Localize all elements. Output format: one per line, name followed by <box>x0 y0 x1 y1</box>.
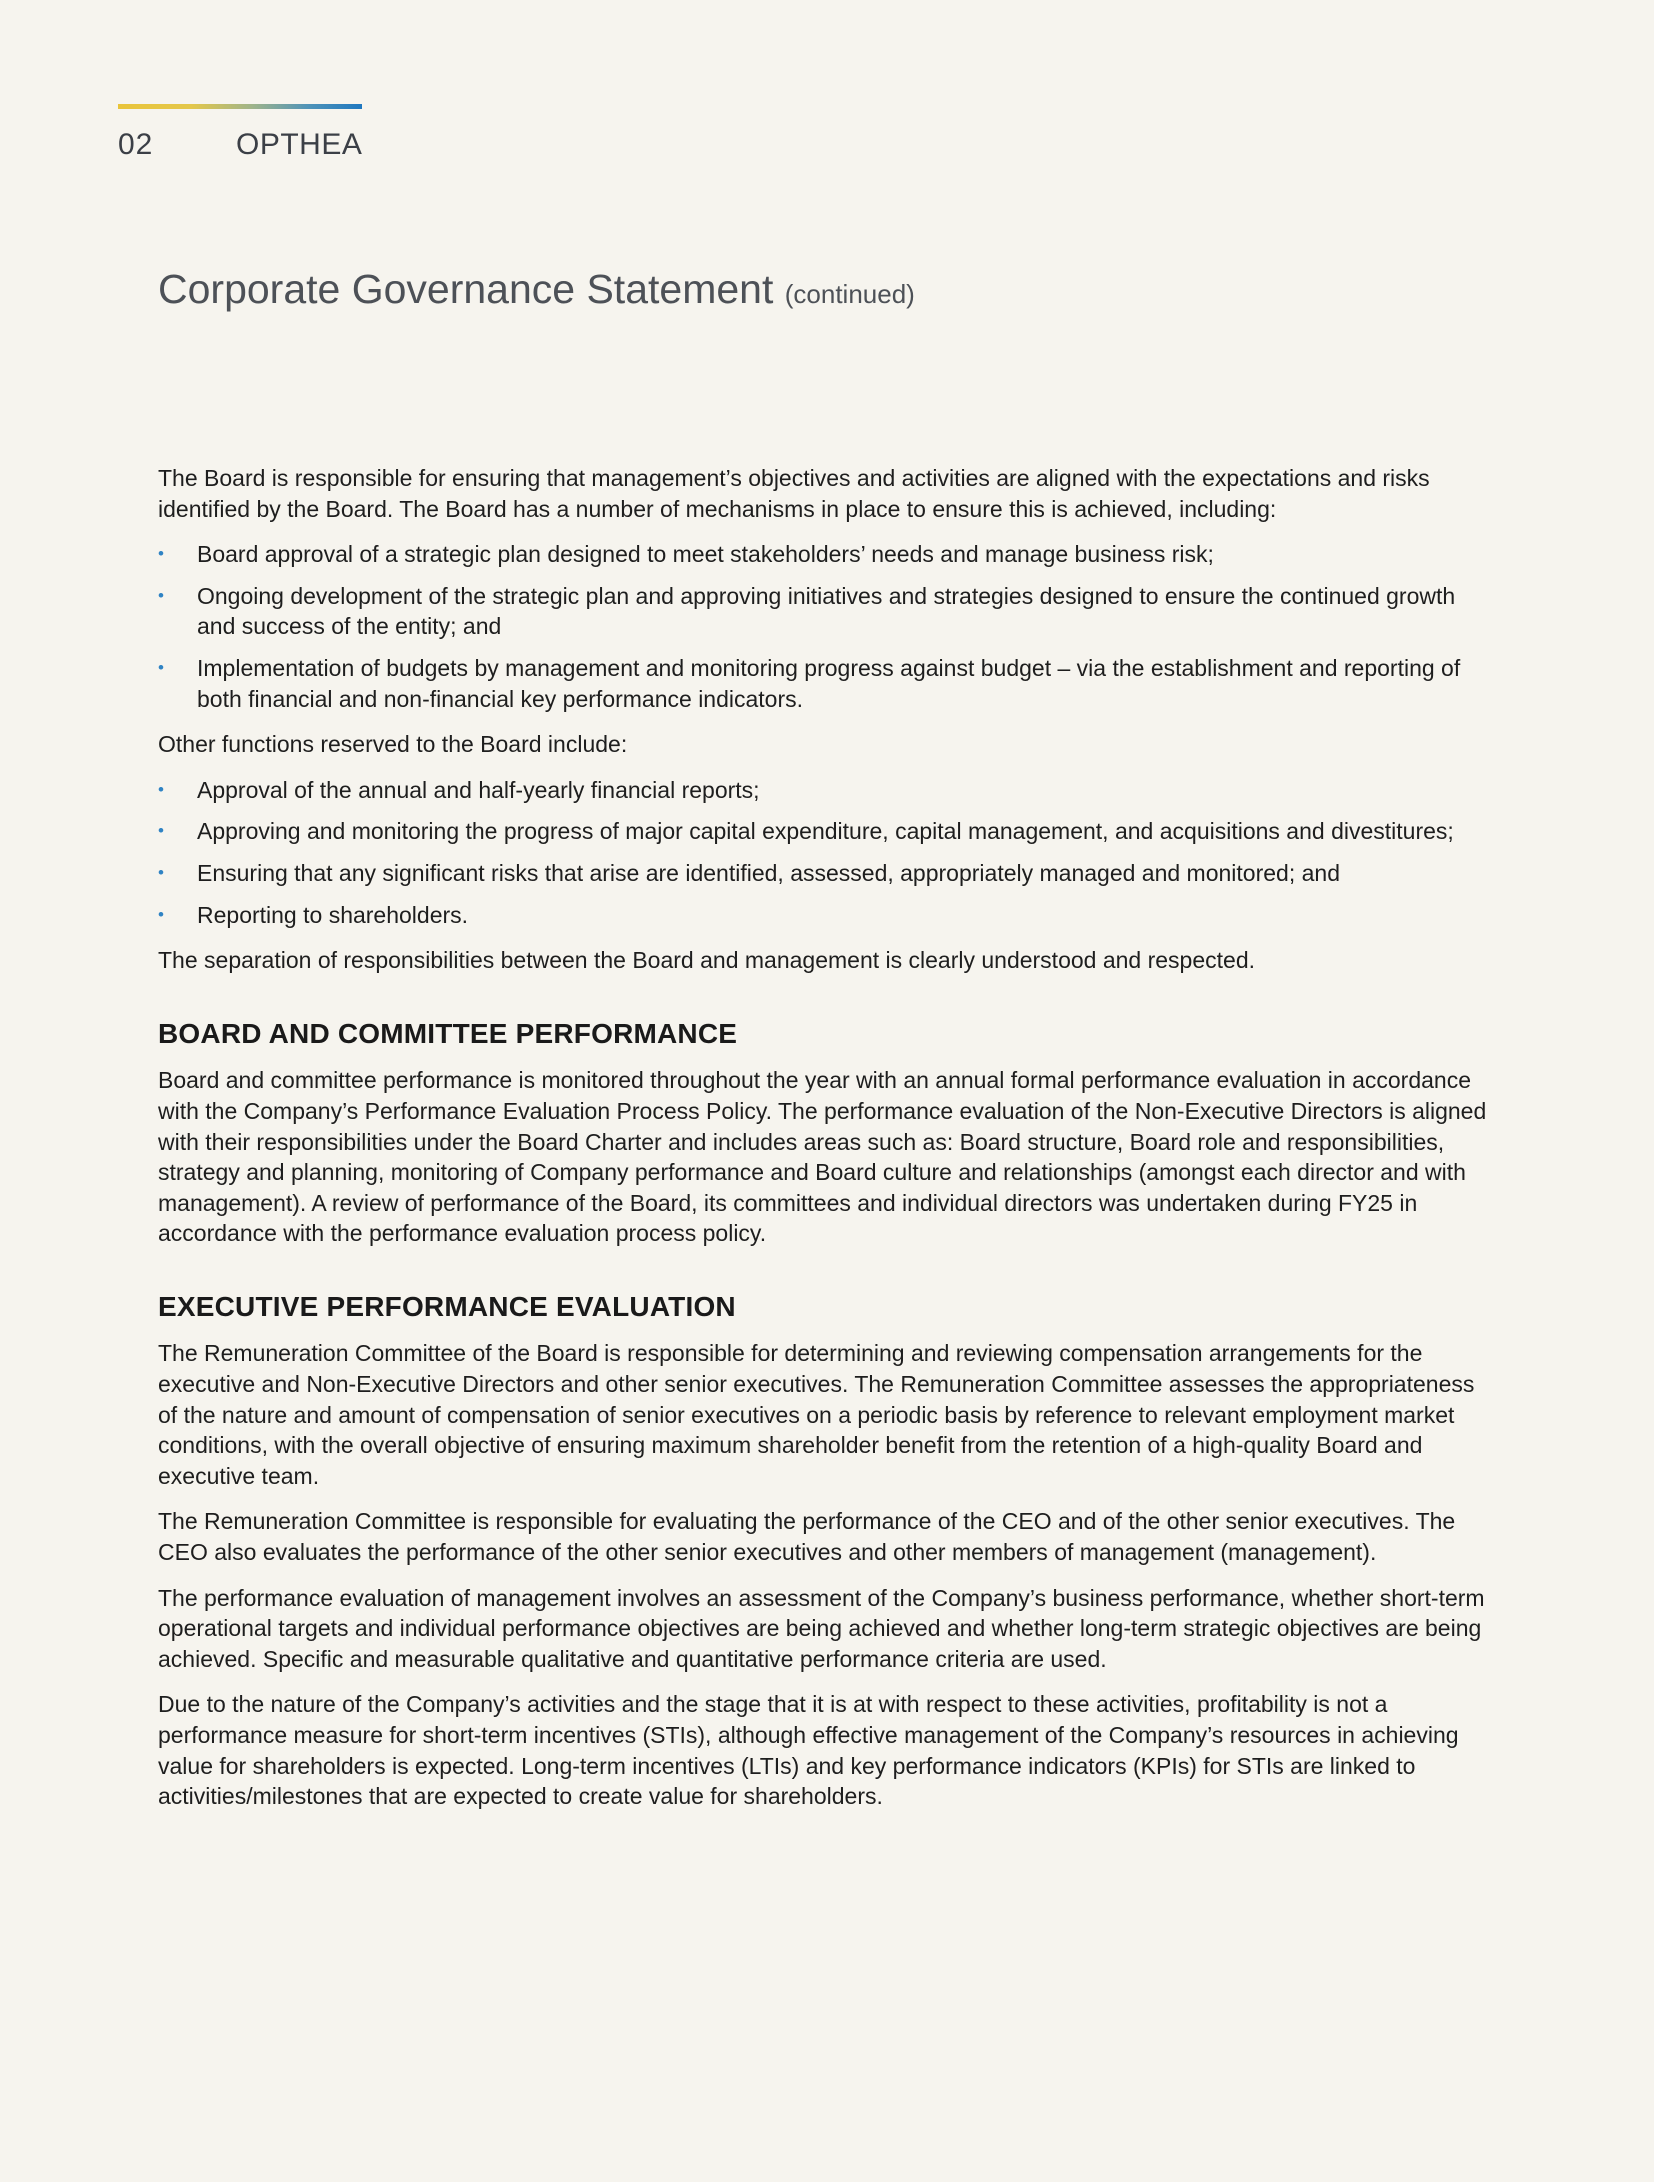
list-item-text: Ongoing development of the strategic plan and approving initiatives and strategies designed to ensure the continued growth and success of the entity; and <box>197 582 1456 640</box>
brand-name: OPTHEA <box>236 128 363 161</box>
board-performance-paragraph: Board and committee performance is monitored throughout the year with an annual formal performance evaluation in accordance with the Company’s Performance Evaluation Process Policy. The performance evaluation of the Non-Executive Directors is aligned with their responsibilities under the Board Charter and includes areas such as: Board structure, Board role and responsibilities, strategy and planning, monitoring of Company performance and Board culture and relationships (amongst each director and with management). A review of performance of the Board, its committees and individual directors was undertaken during FY25 in accordance with the performance evaluation process policy. <box>158 1067 1487 1247</box>
reserved-functions-list <box>158 775 1498 930</box>
list-item-text: Approving and monitoring the progress of major capital expenditure, capital management, and acquisitions and divestitures; <box>197 818 1454 845</box>
dot-bullet-icon: • <box>158 821 164 841</box>
page-number: 02 <box>118 128 154 161</box>
list-item <box>158 653 1498 714</box>
list-item-text: Implementation of budgets by management and monitoring progress against budget – via the establishment and reporting of both financial and non-financial key performance indicators. <box>197 654 1461 712</box>
executive-performance-paragraph: The Remuneration Committee of the Board is responsible for determining and reviewing compensation arrangements for the executive and Non-Executive Directors and other senior executives. The Remuneration Committee assesses the appropriateness of the nature and amount of compensation of senior executives on a periodic basis by reference to relevant employment market conditions, with the overall objective of ensuring maximum shareholder benefit from the retention of a high-quality Board and executive team. <box>158 1340 1475 1489</box>
page-subtitle: (continued) <box>784 279 915 309</box>
list-item <box>158 858 1498 889</box>
page-title <box>158 266 915 313</box>
intro-paragraph: The Board is responsible for ensuring that management’s objectives and activities are aligned with the expectations and risks identified by the Board. The Board has a number of mechanisms in place to ensure this is achieved, including: <box>158 465 1430 522</box>
list-item-text: Reporting to shareholders. <box>197 901 469 928</box>
reserved-functions-paragraph: Other functions reserved to the Board include: <box>158 731 628 758</box>
executive-performance-paragraph: Due to the nature of the Company’s activities and the stage that it is at with respect to these activities, profitability is not a performance measure for short-term incentives (STIs), although effective management of the Company’s resources in achieving value for shareholders is expected. Long-term incentives (LTIs) and key performance indicators (KPIs) for STIs are linked to activities/milestones that are expected to create value for shareholders. <box>158 1691 1459 1810</box>
dot-bullet-icon: • <box>158 585 164 605</box>
dot-bullet-icon: • <box>158 779 164 799</box>
header-accent-bar <box>118 104 362 109</box>
executive-performance-paragraph: The Remuneration Committee is responsible for evaluating the performance of the CEO and of the other senior executives. The CEO also evaluates the performance of the other senior executives and other members of management (management). <box>158 1508 1456 1566</box>
list-item-text: Ensuring that any significant risks that arise are identified, assessed, appropriately managed and monitored; and <box>197 859 1340 886</box>
list-item <box>158 775 1498 806</box>
list-item <box>158 816 1498 847</box>
executive-performance-heading: EXECUTIVE PERFORMANCE EVALUATION <box>158 1290 736 1322</box>
dot-bullet-icon: • <box>158 657 164 677</box>
list-item <box>158 539 1498 570</box>
executive-performance-paragraph: The performance evaluation of management involves an assessment of the Company’s business performance, whether short-term operational targets and individual performance objectives are being achieved and whether long-term strategic objectives are being achieved. Specific and measurable qualitative and quantitative performance criteria are used. <box>158 1584 1485 1672</box>
dot-bullet-icon: • <box>158 904 164 924</box>
dot-bullet-icon: • <box>158 862 164 882</box>
list-item <box>158 900 1498 931</box>
separation-paragraph: The separation of responsibilities between the Board and management is clearly understood and respected. <box>158 947 1256 974</box>
document-body <box>158 463 1498 1827</box>
list-item-text: Approval of the annual and half-yearly financial reports; <box>197 776 760 803</box>
dot-bullet-icon: • <box>158 544 164 564</box>
page-title-main: Corporate Governance Statement <box>158 266 774 312</box>
list-item-text: Board approval of a strategic plan designed to meet stakeholders’ needs and manage business risk; <box>197 541 1214 568</box>
list-item <box>158 581 1498 642</box>
board-performance-heading: BOARD AND COMMITTEE PERFORMANCE <box>158 1017 738 1049</box>
board-mechanisms-list <box>158 539 1498 714</box>
